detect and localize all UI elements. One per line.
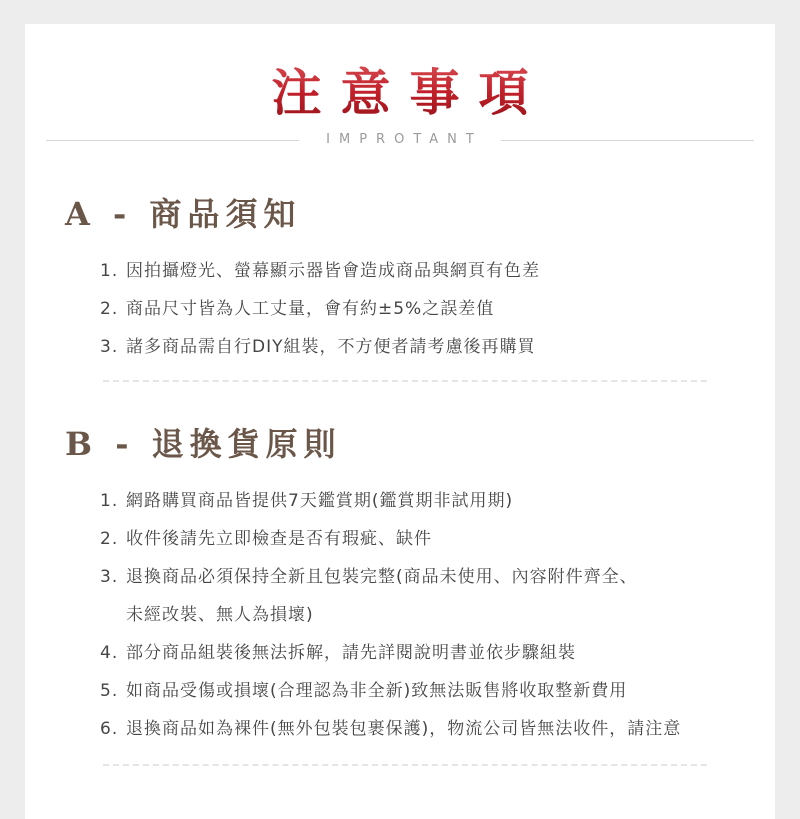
list-item bbox=[100, 678, 745, 704]
item-text: 退換商品必須保持全新且包裝完整(商品未使用、內容附件齊全、 bbox=[126, 567, 638, 587]
left-divider-line bbox=[46, 140, 299, 141]
list-item bbox=[100, 296, 745, 322]
item-text: 部分商品組裝後無法拆解，請先詳閱說明書並依步驟組裝 bbox=[126, 643, 576, 663]
item-text: 諸多商品需自行DIY組裝，不方便者請考慮後再購買 bbox=[126, 337, 536, 357]
item-number: 1. bbox=[100, 491, 119, 511]
sections-container bbox=[25, 194, 775, 766]
list-item bbox=[100, 258, 745, 284]
page-subtitle: IMPROTANT bbox=[326, 132, 483, 147]
section-product-notice bbox=[65, 194, 745, 360]
item-number: 1. bbox=[100, 261, 119, 281]
item-text: 商品尺寸皆為人工丈量，會有約±5%之誤差值 bbox=[126, 299, 495, 319]
list-item-continuation: 未經改裝、無人為損壞) bbox=[126, 605, 314, 625]
list-item bbox=[100, 640, 745, 666]
section-b-items bbox=[100, 488, 745, 742]
list-item bbox=[100, 334, 745, 360]
list-item bbox=[100, 526, 745, 552]
item-number: 2. bbox=[100, 299, 119, 319]
section-a-items bbox=[100, 258, 745, 360]
item-number: 6. bbox=[100, 719, 119, 739]
section-a-heading: A - 商品須知 bbox=[65, 195, 302, 233]
section-return-policy bbox=[65, 424, 745, 742]
section-b-heading: B - 退換貨原則 bbox=[65, 425, 342, 463]
list-item bbox=[100, 564, 745, 590]
notice-card bbox=[25, 24, 775, 819]
list-item bbox=[100, 716, 745, 742]
item-number: 4. bbox=[100, 643, 119, 663]
item-text: 收件後請先立即檢查是否有瑕疵、缺件 bbox=[126, 529, 432, 549]
item-number: 2. bbox=[100, 529, 119, 549]
bottom-divider bbox=[103, 764, 707, 766]
item-number: 3. bbox=[100, 567, 119, 587]
page-title: 注意事項 bbox=[25, 66, 775, 120]
right-divider-line bbox=[501, 140, 754, 141]
item-text: 網路購買商品皆提供7天鑑賞期(鑑賞期非試用期) bbox=[126, 491, 514, 511]
section-divider bbox=[103, 380, 707, 382]
notice-header bbox=[25, 63, 775, 148]
item-number: 5. bbox=[100, 681, 119, 701]
subtitle-row bbox=[46, 132, 754, 148]
item-text: 因拍攝燈光、螢幕顯示器皆會造成商品與網頁有色差 bbox=[126, 261, 540, 281]
item-text: 退換商品如為裸件(無外包裝包裹保護)，物流公司皆無法收件，請注意 bbox=[126, 719, 682, 739]
item-text: 如商品受傷或損壞(合理認為非全新)致無法販售將收取整新費用 bbox=[126, 681, 628, 701]
item-number: 3. bbox=[100, 337, 119, 357]
list-item bbox=[100, 488, 745, 514]
